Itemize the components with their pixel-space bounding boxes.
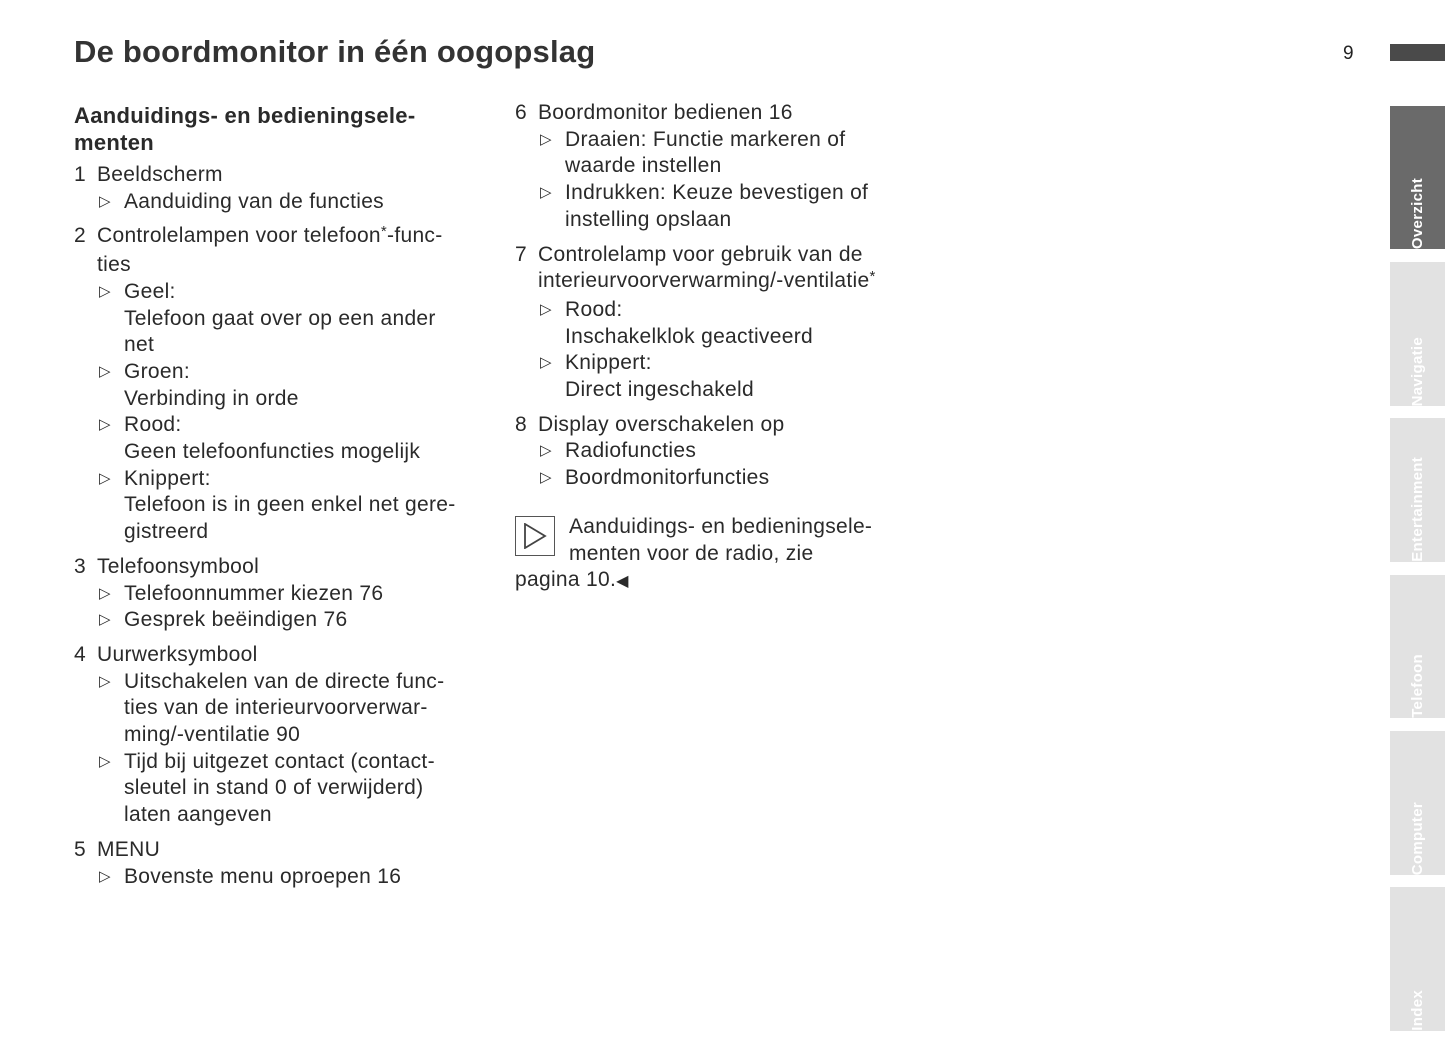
triangle-bullet-icon: ▷ (540, 130, 552, 148)
triangle-bullet-icon: ▷ (99, 867, 111, 885)
tab-label: Telefoon (1409, 654, 1426, 718)
sub-item-text: Telefoonnummer kiezen 76 (124, 581, 384, 605)
item-text (97, 223, 504, 278)
sub-item-text: Rood: Geen telefoonfuncties mogelijk (124, 413, 421, 464)
list-item (74, 642, 504, 829)
item-label-cont: -func- ties (97, 224, 443, 277)
item-text (97, 162, 504, 189)
sub-item (97, 749, 504, 829)
item-number: 3 (74, 554, 86, 578)
item-number: 8 (515, 412, 527, 436)
list-item (515, 412, 935, 492)
list-item (74, 837, 504, 890)
item-number: 7 (515, 242, 527, 266)
end-mark-icon: ◀ (616, 573, 629, 591)
note-text: Aanduidings- en bedieningsele- menten voor de radio, zie pagina 10. (515, 514, 873, 592)
sub-item-text: Groen: Verbinding in orde (124, 359, 299, 410)
asterisk-mark: * (380, 223, 388, 241)
right-item-list (515, 100, 935, 492)
sub-item-text: Indrukken: Keuze bevestigen of instelling opslaan (565, 181, 869, 231)
tab-label: Overzicht (1409, 177, 1426, 249)
sub-item-text: Knippert: Telefoon is in geen enkel net gere- gistreerd (124, 466, 456, 544)
sub-item (538, 127, 935, 180)
item-label: Uurwerksymbool (97, 642, 258, 666)
tab-label: Entertainment (1409, 457, 1426, 562)
item-text (538, 412, 935, 439)
triangle-bullet-icon: ▷ (99, 282, 111, 300)
sub-item (97, 581, 504, 608)
sub-item (97, 864, 504, 891)
tab-navigatie[interactable] (1390, 262, 1445, 406)
sub-item (538, 438, 935, 465)
item-text (97, 642, 504, 669)
tab-index[interactable] (1390, 887, 1445, 1031)
sub-item (97, 279, 504, 359)
item-label: Display overschakelen op (538, 412, 785, 436)
note-triangle-icon (515, 516, 555, 556)
left-item-list (74, 162, 504, 890)
sub-item (538, 350, 935, 403)
triangle-bullet-icon: ▷ (99, 672, 111, 690)
triangle-bullet-icon: ▷ (540, 469, 552, 487)
sub-item (538, 465, 935, 492)
sub-item-text: Knippert: Direct ingeschakeld (565, 351, 754, 402)
sub-item-text: Rood: Inschakelklok geactiveerd (565, 297, 813, 348)
list-item (515, 100, 935, 234)
sub-item (97, 669, 504, 749)
sub-item-text: Gesprek beëindigen 76 (124, 608, 348, 632)
sub-item-text: Geel: Telefoon gaat over op een ander net (124, 279, 436, 357)
tab-label: Computer (1409, 801, 1426, 875)
triangle-bullet-icon: ▷ (99, 416, 111, 434)
triangle-bullet-icon: ▷ (540, 354, 552, 372)
triangle-bullet-icon: ▷ (99, 584, 111, 602)
triangle-bullet-icon: ▷ (99, 192, 111, 210)
tab-overzicht[interactable] (1390, 106, 1445, 249)
item-text (97, 554, 504, 581)
tab-label: Index (1409, 990, 1426, 1031)
item-number: 4 (74, 642, 86, 666)
sub-item-text: Radiofuncties (565, 439, 697, 463)
tab-computer[interactable] (1390, 731, 1445, 875)
tab-label: Navigatie (1409, 336, 1426, 406)
item-text (538, 242, 935, 297)
list-item (74, 223, 504, 545)
sub-item-text: Draaien: Functie markeren of waarde instellen (565, 127, 846, 178)
item-number: 5 (74, 837, 86, 861)
item-text (97, 837, 504, 864)
sub-item-text: Bovenste menu oproepen 16 (124, 864, 402, 888)
triangle-bullet-icon: ▷ (99, 362, 111, 380)
left-column (74, 102, 504, 898)
item-label: MENU (97, 837, 161, 861)
triangle-bullet-icon: ▷ (540, 442, 552, 460)
page-number: 9 (1343, 43, 1354, 64)
item-number: 2 (74, 224, 86, 248)
sub-item (97, 412, 504, 465)
sub-item-text: Boordmonitorfuncties (565, 466, 770, 490)
note-box (515, 514, 935, 596)
triangle-bullet-icon: ▷ (540, 184, 552, 202)
header-bar (1390, 44, 1445, 61)
sub-item (97, 189, 504, 216)
triangle-bullet-icon: ▷ (540, 300, 552, 318)
sub-item (97, 359, 504, 412)
triangle-bullet-icon: ▷ (99, 611, 111, 629)
sub-item-text: Aanduiding van de functies (124, 189, 384, 213)
sub-item (97, 607, 504, 634)
item-label: Controlelampen voor telefoon (97, 224, 381, 248)
list-item (74, 162, 504, 215)
list-item (515, 242, 935, 404)
right-column (515, 100, 935, 596)
item-number: 6 (515, 101, 527, 124)
item-label: Boordmonitor bedienen 16 (538, 101, 793, 124)
sub-item-text: Uitschakelen van de directe func- ties van de interieurvoorverwar- ming/-ventilatie 90 (124, 669, 445, 747)
section-heading: Aanduidings- en bedieningsele- menten (74, 103, 416, 155)
sub-item (538, 297, 935, 350)
item-label: Controlelamp voor gebruik van de interieurvoorverwarming/-ventilatie (538, 242, 870, 293)
triangle-bullet-icon: ▷ (99, 752, 111, 770)
tab-telefoon[interactable] (1390, 575, 1445, 718)
asterisk-mark: * (869, 268, 876, 286)
sub-item (97, 466, 504, 546)
item-number: 1 (74, 163, 86, 186)
item-label: Telefoonsymbool (97, 554, 260, 578)
item-text (538, 100, 935, 127)
triangle-bullet-icon: ▷ (99, 469, 111, 487)
sub-item-text: Tijd bij uitgezet contact (contact- sleutel in stand 0 of verwijderd) laten aangeven (124, 749, 435, 827)
page-title: De boordmonitor in één oogopslag (74, 34, 596, 69)
item-label: Beeldscherm (97, 163, 223, 186)
sub-item (538, 180, 935, 233)
list-item (74, 554, 504, 634)
tab-entertainment[interactable] (1390, 418, 1445, 562)
